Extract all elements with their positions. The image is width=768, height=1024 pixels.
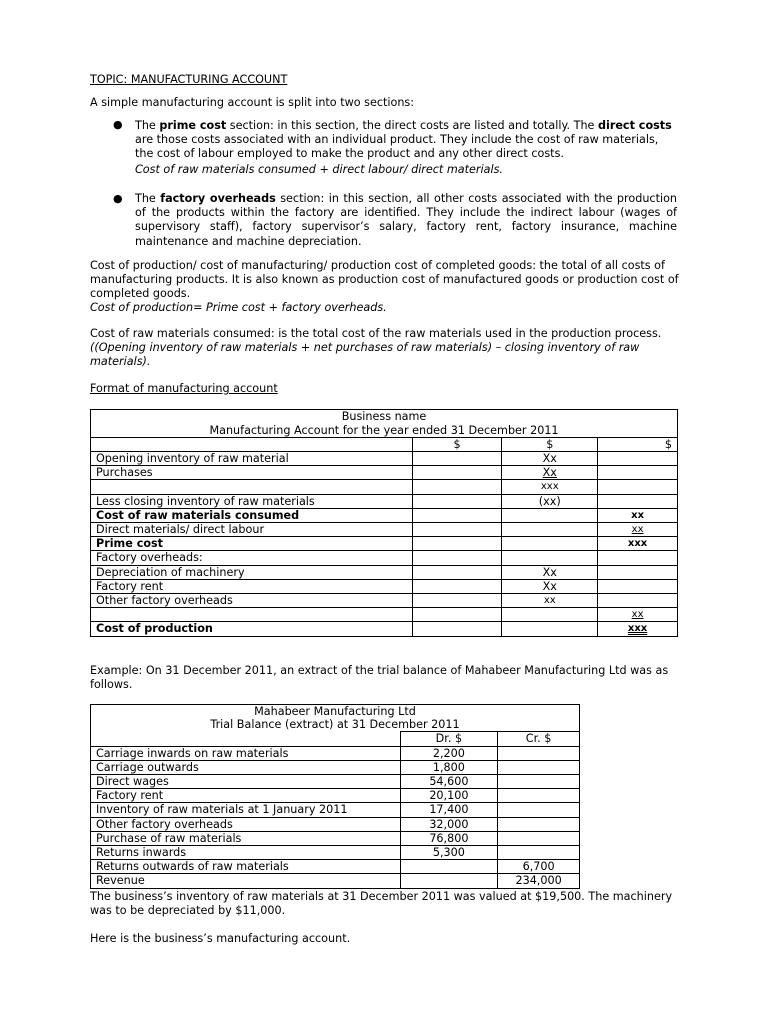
table-row: Less closing inventory of raw materials (xx) — [91, 494, 678, 508]
dr-header: Dr. $ — [400, 732, 498, 746]
table-title-row — [91, 410, 678, 424]
trial-balance-title: Trial Balance (extract) at 31 December 2011 — [91, 718, 580, 732]
business-name: Business name — [91, 410, 678, 424]
table-row: xx — [91, 608, 678, 622]
col-header: $ — [598, 437, 678, 451]
table-title-row — [91, 424, 678, 438]
table-row: Factory rent 20,100 — [91, 789, 580, 803]
table-row: Returns outwards of raw materials 6,700 — [91, 860, 580, 874]
table-title-row — [91, 718, 580, 732]
table-row: Carriage inwards on raw materials 2,200 — [91, 746, 580, 760]
raw-materials-consumed-formula: ((Opening inventory of raw materials + net purchases of raw materials) – closing inventory of raw materials). — [90, 341, 640, 369]
bullet-dot: ● — [113, 192, 123, 205]
table-header-row — [91, 732, 580, 746]
inventory-note: The business’s inventory of raw materials at 31 December 2011 was valued at $19,500. The machinery was to be depreciated by $11,000. — [90, 890, 673, 918]
prime-cost-formula: Cost of raw materials consumed + direct labour/ direct materials. — [135, 163, 503, 176]
table-row: Prime cost xxx — [91, 537, 678, 551]
table-row: xxx — [91, 480, 678, 494]
table-header-row — [91, 437, 678, 451]
account-title: Manufacturing Account for the year ended 31 December 2011 — [91, 424, 678, 438]
format-table — [90, 409, 678, 637]
table-row: Purchases Xx — [91, 466, 678, 480]
table-row: Direct wages 54,600 — [91, 775, 580, 789]
table-row: Direct materials/ direct labour xx — [91, 522, 678, 536]
table-row: Carriage outwards 1,800 — [91, 760, 580, 774]
table-row: Inventory of raw materials at 1 January 2011 17,400 — [91, 803, 580, 817]
raw-materials-consumed-text: Cost of raw materials consumed: is the total cost of the raw materials used in the production process. — [90, 327, 662, 340]
table-row: Factory rent Xx — [91, 579, 678, 593]
table-row: Cost of raw materials consumed xx — [91, 508, 678, 522]
cost-of-production-formula: Cost of production= Prime cost + factory overheads. — [90, 301, 387, 314]
prime-cost-bullet: The prime cost section: in this section, the direct costs are listed and totally. The direct costs are those costs associated with an individual product. They include the cost of raw materials, the cost of labour employed to make the product and any other direct costs. — [135, 119, 672, 161]
table-row: Depreciation of machinery Xx — [91, 565, 678, 579]
table-row: Opening inventory of raw material Xx — [91, 451, 678, 465]
table-row: Factory overheads: — [91, 551, 678, 565]
intro-text: A simple manufacturing account is split into two sections: — [90, 96, 415, 109]
factory-overheads-bullet: The factory overheads section: in this section, all other costs associated with the production of the products within the factory are identified. They include the indirect labour (wages of supervisory staff), factory supervisor’s salary, factory rent, factory insurance, machine maintenance and machine depreciation. — [135, 192, 678, 248]
final-text: Here is the business’s manufacturing account. — [90, 932, 351, 945]
col-header: $ — [502, 437, 598, 451]
header-blank — [91, 437, 413, 451]
company-name: Mahabeer Manufacturing Ltd — [91, 705, 580, 719]
format-heading: Format of manufacturing account — [90, 382, 278, 395]
table-row: Returns inwards 5,300 — [91, 846, 580, 860]
cost-of-production-text: Cost of production/ cost of manufacturing/ production cost of completed goods: the total of all costs of manufacturing products. It is also known as production cost of manufactured goods or production cost of completed goods. — [90, 259, 679, 301]
table-row: Other factory overheads xx — [91, 593, 678, 607]
topic-heading: TOPIC: MANUFACTURING ACCOUNT — [90, 73, 288, 86]
table-row: Cost of production xxx — [91, 622, 678, 636]
table-row: Revenue 234,000 — [91, 874, 580, 888]
table-title-row — [91, 705, 580, 719]
example-text: Example: On 31 December 2011, an extract of the trial balance of Mahabeer Manufacturing Ltd was as follows. — [90, 664, 669, 692]
cr-header: Cr. $ — [498, 732, 580, 746]
table-row: Purchase of raw materials 76,800 — [91, 831, 580, 845]
bullet-dot: ● — [113, 118, 123, 131]
trial-balance-table — [90, 704, 580, 889]
col-header: $ — [412, 437, 502, 451]
table-row: Other factory overheads 32,000 — [91, 817, 580, 831]
